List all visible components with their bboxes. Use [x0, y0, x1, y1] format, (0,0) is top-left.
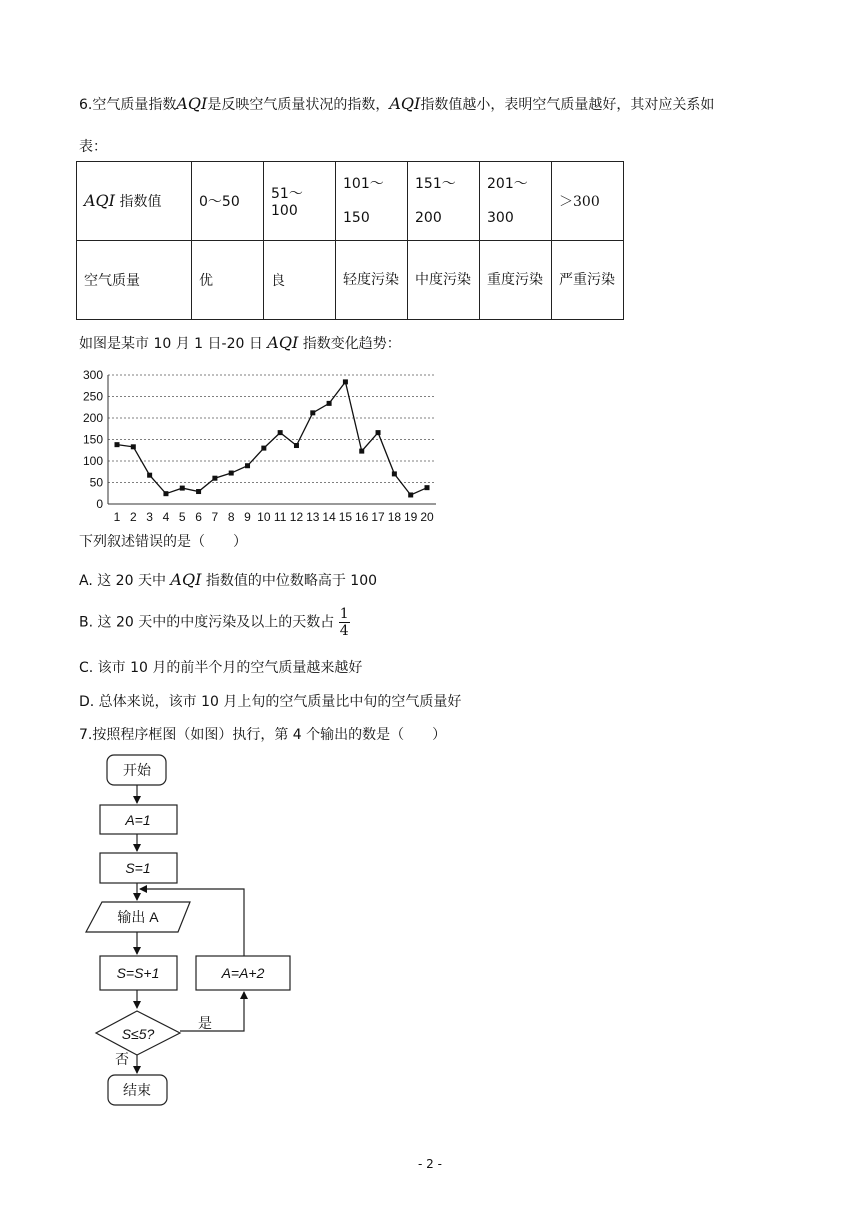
- option-b-text: B. 这 20 天中的中度污染及以上的天数占: [79, 614, 335, 631]
- x-tick-label: 15: [338, 510, 353, 524]
- data-point: [310, 410, 315, 415]
- x-tick-label: 4: [162, 510, 170, 524]
- x-tick-label: 7: [211, 510, 219, 524]
- data-point: [229, 471, 234, 476]
- data-point: [147, 473, 152, 478]
- data-point: [408, 492, 413, 497]
- x-tick-label: 11: [273, 510, 287, 524]
- data-point: [261, 446, 266, 451]
- cell-text: 指数值: [119, 194, 162, 210]
- table-cell: [77, 162, 192, 241]
- flow-no-label: 否: [115, 1051, 129, 1067]
- fraction-numerator: 1: [339, 606, 349, 622]
- data-point: [163, 491, 168, 496]
- y-tick-label: 150: [82, 432, 103, 447]
- data-point: [131, 444, 136, 449]
- fraction-one-quarter: [339, 606, 350, 639]
- q6-text-b: 是反映空气质量状况的指数，: [207, 97, 390, 113]
- flowchart: [80, 748, 310, 1112]
- data-point: [196, 489, 201, 494]
- q6-text-a: 空气质量指数: [92, 97, 177, 113]
- q6-line2: 表：: [79, 139, 107, 155]
- fraction-denominator: 4: [339, 623, 349, 639]
- data-point: [359, 449, 364, 454]
- page-number: - 2 -: [418, 1157, 442, 1171]
- data-point: [294, 443, 299, 448]
- table-cell: 重度污染: [480, 241, 552, 320]
- data-point: [376, 430, 381, 435]
- aqi-symbol: AQI: [267, 333, 299, 352]
- option-d[interactable]: D. 总体来说，该市 10 月上旬的空气质量比中旬的空气质量好: [79, 694, 462, 710]
- x-tick-label: 17: [371, 510, 385, 524]
- data-point: [425, 485, 430, 490]
- y-tick-label: 50: [89, 475, 103, 490]
- table-row: [77, 241, 624, 320]
- option-c[interactable]: C. 该市 10 月的前半个月的空气质量越来越好: [79, 660, 363, 676]
- series-line: [117, 382, 427, 495]
- y-tick-label: 0: [96, 497, 103, 511]
- aqi-symbol: AQI: [389, 94, 421, 113]
- table-cell: 101～150: [336, 162, 408, 241]
- y-tick-label: 250: [82, 389, 103, 404]
- q6-number: 6.: [79, 97, 93, 113]
- x-tick-label: 6: [195, 510, 202, 524]
- flow-s-init-label: S=1: [125, 860, 151, 876]
- data-point: [343, 379, 348, 384]
- y-tick-label: 100: [82, 454, 103, 468]
- x-tick-label: 1: [113, 510, 121, 524]
- data-point: [245, 463, 250, 468]
- flow-a-inc-label: A=A+2: [221, 965, 265, 981]
- flow-a-init-label: A=1: [125, 812, 151, 828]
- table-cell: 201～300: [480, 162, 552, 241]
- flow-s-inc-label: S=S+1: [116, 965, 160, 981]
- aqi-line-chart: [80, 364, 445, 526]
- aqi-table: [76, 161, 624, 320]
- x-tick-label: 5: [178, 510, 186, 524]
- data-point: [278, 430, 283, 435]
- y-tick-label: 200: [82, 411, 103, 425]
- option-a[interactable]: [79, 570, 377, 590]
- aqi-symbol: AQI: [84, 191, 115, 210]
- flow-start-label: 开始: [123, 762, 151, 778]
- table-cell: ＞300: [552, 162, 624, 241]
- data-point: [180, 486, 185, 491]
- x-tick-label: 9: [244, 510, 251, 524]
- data-point: [212, 476, 217, 481]
- chart-intro-text-b: 指数变化趋势：: [302, 336, 401, 352]
- data-point: [327, 401, 332, 406]
- flow-yes-label: 是: [198, 1015, 212, 1031]
- table-cell: 中度污染: [408, 241, 480, 320]
- flow-condition-label: S≤5?: [121, 1026, 155, 1042]
- table-cell: 良: [264, 241, 336, 320]
- table-cell: 51～100: [264, 162, 336, 241]
- table-row: [77, 162, 624, 241]
- data-point: [392, 471, 397, 476]
- x-tick-label: 19: [404, 510, 418, 524]
- x-tick-label: 10: [257, 510, 271, 524]
- q7-title: 7.按照程序框图（如图）执行，第 4 个输出的数是（ ）: [79, 727, 447, 743]
- q6-line1: [79, 94, 714, 114]
- y-tick-label: 300: [82, 368, 103, 382]
- aqi-symbol: AQI: [176, 94, 208, 113]
- table-cell: 严重污染: [552, 241, 624, 320]
- table-cell: 空气质量: [77, 241, 192, 320]
- table-cell: 151～200: [408, 162, 480, 241]
- x-tick-label: 8: [227, 510, 235, 524]
- x-tick-label: 14: [322, 510, 336, 524]
- chart-intro-text-a: 如图是某市 10 月 1 日-20 日: [79, 336, 263, 352]
- option-b[interactable]: [79, 606, 350, 639]
- data-point: [115, 442, 120, 447]
- q6-prompt: 下列叙述错误的是（ ）: [79, 534, 247, 550]
- option-a-text-1: A. 这 20 天中: [79, 573, 166, 589]
- table-cell: 优: [192, 241, 264, 320]
- aqi-symbol: AQI: [170, 570, 202, 589]
- x-tick-label: 13: [306, 510, 320, 524]
- table-cell: 0～50: [192, 162, 264, 241]
- x-tick-label: 2: [129, 510, 137, 524]
- flow-end-label: 结束: [123, 1082, 151, 1098]
- x-tick-label: 3: [146, 510, 153, 524]
- table-cell: 轻度污染: [336, 241, 408, 320]
- option-a-text-2: 指数值的中位数略高于 100: [205, 573, 378, 589]
- x-tick-label: 12: [289, 510, 304, 524]
- x-tick-label: 20: [420, 510, 434, 524]
- q6-text-c: 指数值越小，表明空气质量越好，其对应关系如: [420, 97, 715, 113]
- x-tick-label: 18: [387, 510, 402, 524]
- x-tick-label: 16: [355, 510, 369, 524]
- chart-intro: [79, 333, 401, 353]
- flow-output-label: 输出 A: [117, 909, 159, 925]
